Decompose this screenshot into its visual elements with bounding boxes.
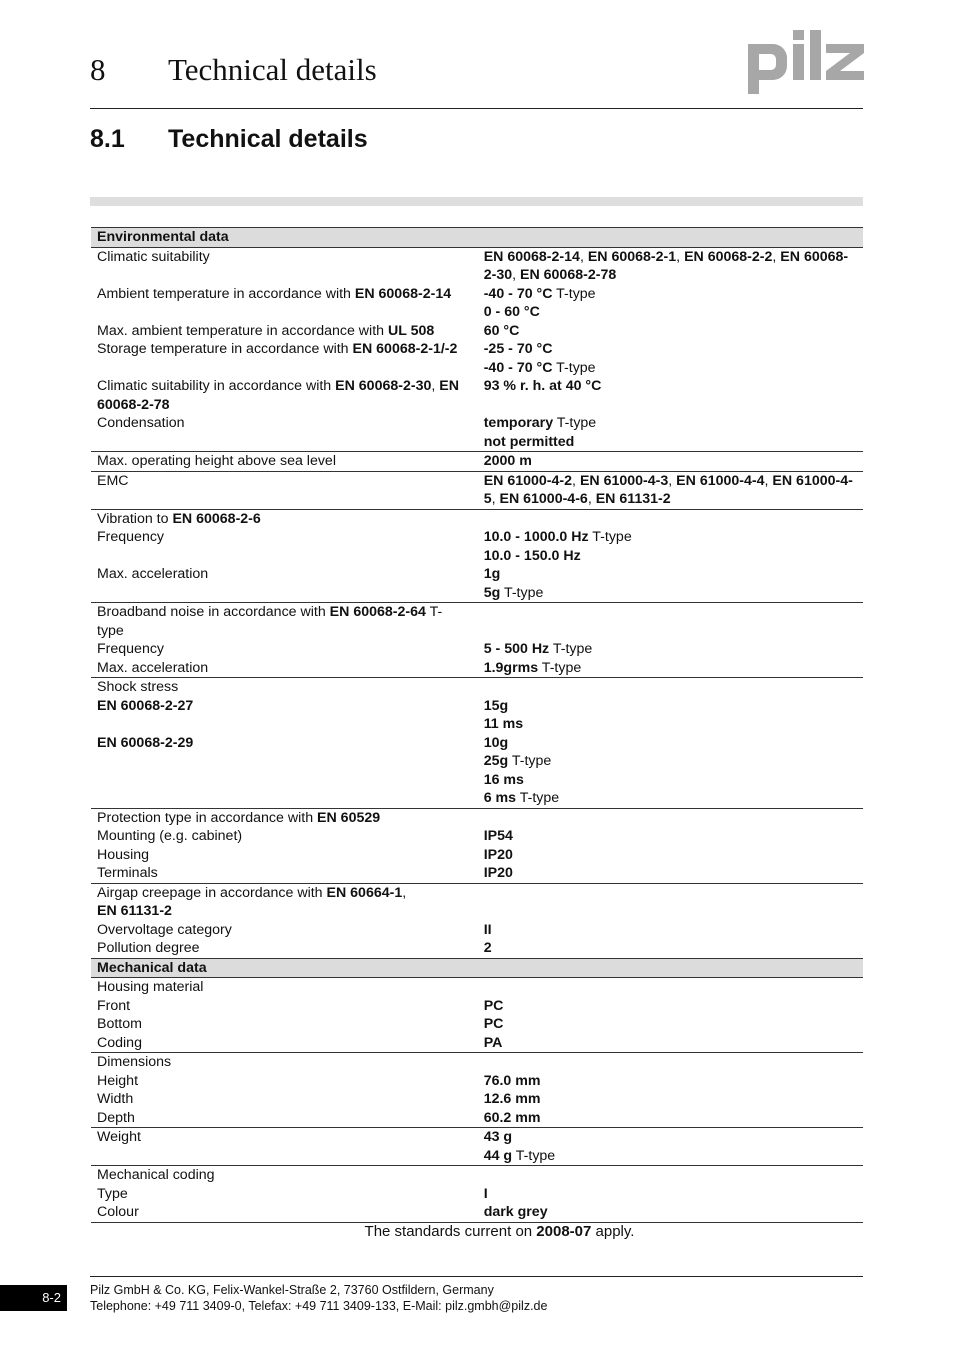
table-group [91, 1053, 863, 1128]
text-run: T-type [552, 359, 596, 376]
row-label [91, 285, 473, 322]
table-row [91, 640, 863, 659]
table-row [91, 1090, 863, 1109]
text-run: temporary [483, 415, 554, 431]
table-row [91, 509, 863, 528]
row-value [473, 697, 863, 734]
text-run: 0 - 60 °C [483, 304, 540, 320]
text-run: I [483, 1185, 488, 1202]
text-run: -40 - 70 °C [483, 285, 553, 302]
text-run: Frequency [97, 529, 165, 545]
text-run: EN 60068-2-29 [97, 734, 194, 751]
text-run: 1.9grms [483, 659, 539, 676]
text-run: PC [483, 1016, 504, 1032]
text-run: 10.0 - 1000.0 Hz [483, 529, 589, 545]
row-label [91, 1015, 473, 1034]
row-label [91, 808, 473, 827]
note-date: 2008-07 [536, 1223, 592, 1240]
text-run: Max. acceleration [97, 566, 209, 582]
text-run: 10.0 - 150.0 Hz [483, 547, 581, 564]
row-label [91, 1166, 473, 1185]
row-label [91, 603, 473, 641]
row-label [91, 678, 473, 697]
row-value [473, 921, 863, 940]
value-line [484, 285, 857, 304]
text-run: EN 61000-4-6 [499, 491, 588, 507]
section-header-label: Mechanical data [91, 958, 863, 978]
table-row [91, 883, 863, 921]
text-run: , [668, 472, 677, 489]
row-value [473, 864, 863, 883]
row-label [91, 827, 473, 846]
text-run: Dimensions [97, 1054, 172, 1070]
value-line [484, 584, 857, 603]
table-row [91, 1034, 863, 1053]
value-line [484, 1185, 857, 1204]
text-run: T-type [97, 604, 443, 639]
table-group [91, 808, 863, 883]
text-run: IP20 [483, 865, 513, 881]
text-run: 16 ms [483, 771, 524, 788]
row-label [91, 509, 473, 528]
text-run: 5 - 500 Hz [483, 641, 550, 657]
text-run: Pollution degree [97, 940, 200, 956]
row-label [91, 997, 473, 1016]
table-row [91, 1109, 863, 1128]
text-run: EN 61131-2 [97, 903, 172, 919]
text-run: 6 ms [483, 790, 517, 806]
row-label [91, 322, 473, 341]
row-value [473, 846, 863, 865]
table-row [91, 340, 863, 377]
text-run: , [676, 248, 685, 265]
table-row [91, 864, 863, 883]
table-group [91, 1166, 863, 1223]
text-run: EMC [97, 472, 129, 489]
row-value [473, 247, 863, 285]
table-row [91, 377, 863, 414]
value-line [484, 359, 857, 378]
text-run: EN 60068-2-14 [354, 285, 452, 302]
text-run: T-type [516, 790, 560, 806]
divider-bar [90, 197, 863, 206]
text-run: 15g [483, 697, 509, 714]
text-run: Mechanical coding [97, 1167, 215, 1183]
table-row [91, 285, 863, 322]
value-line [484, 1072, 857, 1091]
text-run: 2000 m [483, 453, 532, 469]
row-label [91, 921, 473, 940]
text-run: , [587, 491, 596, 507]
row-value [473, 1203, 863, 1222]
text-run: -40 - 70 °C [483, 359, 553, 376]
row-value [473, 528, 863, 565]
section-title: Technical details [168, 125, 368, 153]
row-value [473, 322, 863, 341]
value-line [484, 1128, 857, 1147]
text-run: EN 60068-2-78 [97, 378, 459, 413]
row-value [473, 997, 863, 1016]
table-row [91, 921, 863, 940]
table-row [91, 659, 863, 678]
table-row [91, 734, 863, 809]
text-run: Front [97, 997, 131, 1014]
text-run: Shock stress [97, 679, 179, 695]
text-run: , [402, 884, 407, 901]
row-value [473, 1072, 863, 1091]
value-line [484, 789, 857, 808]
row-label [91, 377, 473, 414]
value-line [484, 1034, 857, 1053]
row-value [473, 565, 863, 603]
text-run: EN 61000-4-2 [483, 472, 573, 489]
text-run: UL 508 [387, 322, 435, 339]
row-label [91, 939, 473, 958]
table-row [91, 247, 863, 285]
text-run: not permitted [483, 433, 575, 450]
table-row [91, 452, 863, 472]
text-run: , [512, 267, 520, 283]
table-row [91, 846, 863, 865]
text-run: EN 60664-1 [326, 884, 403, 901]
value-line [484, 1109, 857, 1128]
page-number: 8-2 [0, 1285, 67, 1311]
row-value [473, 1109, 863, 1128]
text-run: , [772, 248, 781, 265]
footer-rule [90, 1276, 863, 1277]
table-row [91, 939, 863, 958]
table-row [91, 997, 863, 1016]
row-value [473, 414, 863, 452]
pilz-logo [748, 28, 866, 94]
text-run: T-type [538, 659, 582, 676]
table-row [91, 565, 863, 603]
table-row [91, 1072, 863, 1091]
table-group [91, 452, 863, 472]
text-run: T-type [549, 641, 593, 657]
text-run: Broadband noise in accordance with [97, 604, 330, 620]
row-label [91, 1128, 473, 1166]
text-run: T-type [553, 415, 597, 431]
text-run: EN 60529 [317, 809, 381, 826]
row-value [473, 1053, 863, 1072]
text-run: , [431, 378, 440, 394]
table-row [91, 414, 863, 452]
row-label [91, 1109, 473, 1128]
footer-contact: Telephone: +49 711 3409-0, Telefax: +49 711 3409-133, E-Mail: pilz.gmbh@pilz.de [90, 1299, 548, 1313]
text-run: EN 60068-2-30 [335, 378, 432, 394]
value-line [484, 1147, 857, 1166]
table-group [91, 978, 863, 1053]
row-label [91, 1072, 473, 1091]
value-line [484, 528, 857, 547]
row-label [91, 1034, 473, 1053]
text-run: 10g [483, 734, 509, 751]
text-run: Height [97, 1072, 139, 1089]
text-run: Climatic suitability [97, 248, 210, 265]
text-run: IP20 [483, 846, 513, 863]
text-run: , [491, 491, 500, 507]
text-run: 1g [483, 566, 501, 582]
row-label [91, 565, 473, 603]
text-run: T-type [508, 753, 552, 769]
value-line [484, 697, 857, 716]
text-run: T-type [512, 1147, 556, 1164]
standards-note [0, 1223, 954, 1240]
row-label [91, 697, 473, 734]
text-run: PA [483, 1034, 503, 1051]
row-value [473, 377, 863, 414]
table-section-header [91, 228, 863, 248]
value-line [484, 864, 857, 883]
text-run: Overvoltage category [97, 921, 232, 938]
value-line [484, 921, 857, 940]
text-run: Frequency [97, 641, 165, 657]
chapter-title: Technical details [168, 52, 377, 87]
text-run: EN 61000-4-5 [483, 472, 853, 507]
value-line [484, 248, 857, 285]
value-line [484, 752, 857, 771]
table-row [91, 1015, 863, 1034]
row-label [91, 846, 473, 865]
note-prefix: The standards current on [364, 1223, 537, 1240]
text-run: 5g [483, 584, 501, 601]
text-run: Housing [97, 846, 150, 863]
row-value [473, 471, 863, 509]
row-value [473, 1185, 863, 1204]
text-run: 2 [483, 940, 492, 956]
value-line [484, 1090, 857, 1109]
row-value [473, 1166, 863, 1185]
row-label [91, 528, 473, 565]
row-value [473, 1090, 863, 1109]
value-line [484, 322, 857, 341]
text-run: Max. acceleration [97, 659, 209, 676]
value-line [484, 997, 857, 1016]
row-value [473, 340, 863, 377]
text-run: 93 % r. h. at 40 °C [483, 378, 602, 394]
value-line [484, 1203, 857, 1222]
table-group [91, 678, 863, 809]
row-label [91, 734, 473, 809]
value-line [484, 414, 857, 433]
row-value [473, 452, 863, 472]
row-value [473, 883, 863, 921]
row-label [91, 1053, 473, 1072]
text-run: II [483, 921, 492, 938]
text-run: T-type [552, 285, 596, 302]
text-run: EN 60068-2-30 [483, 248, 849, 283]
row-value [473, 603, 863, 641]
row-value [473, 734, 863, 809]
text-run: Housing material [97, 979, 204, 995]
text-run: PC [483, 997, 504, 1014]
text-run: Vibration to [97, 510, 173, 527]
text-run: EN 60068-2-14 [483, 248, 580, 265]
text-run: T-type [588, 529, 632, 545]
text-run: EN 60068-2-1 [587, 248, 677, 265]
text-run: EN 60068-2-64 [329, 604, 426, 620]
table-section-header [91, 958, 863, 978]
row-label [91, 883, 473, 921]
text-run: 43 g [483, 1129, 513, 1145]
value-line [484, 659, 857, 678]
value-line [484, 771, 857, 790]
row-value [473, 285, 863, 322]
text-run: EN 60068-2-6 [172, 510, 261, 527]
table-row [91, 697, 863, 734]
table-group [91, 471, 863, 509]
row-label [91, 1203, 473, 1222]
table-row [91, 1053, 863, 1072]
text-run: 60.2 mm [483, 1109, 541, 1126]
text-run: Climatic suitability in accordance with [97, 378, 336, 394]
text-run: Max. operating height above sea level [97, 453, 336, 469]
row-label [91, 978, 473, 997]
row-label [91, 414, 473, 452]
text-run: 44 g [483, 1147, 513, 1164]
value-line [484, 303, 857, 322]
table-row [91, 528, 863, 565]
row-value [473, 659, 863, 678]
technical-data-table [91, 227, 863, 1223]
section-number: 8.1 [90, 125, 125, 153]
value-line [484, 939, 857, 958]
section-header-label: Environmental data [91, 228, 863, 248]
value-line [484, 452, 857, 471]
text-run: IP54 [483, 828, 513, 844]
row-value [473, 509, 863, 528]
value-line [484, 472, 857, 509]
table-row [91, 1203, 863, 1222]
row-label [91, 247, 473, 285]
text-run: Terminals [97, 865, 158, 881]
text-run: , [764, 472, 773, 489]
row-value [473, 1015, 863, 1034]
value-line [484, 640, 857, 659]
text-run: Storage temperature in accordance with [97, 341, 353, 357]
table-row [91, 603, 863, 641]
text-run: Mounting (e.g. cabinet) [97, 828, 243, 844]
row-label [91, 452, 473, 472]
value-line [484, 827, 857, 846]
table-row [91, 322, 863, 341]
text-run: Depth [97, 1109, 135, 1126]
text-run: EN 61000-4-4 [676, 472, 765, 489]
value-line [484, 846, 857, 865]
value-line [484, 547, 857, 566]
text-run: Ambient temperature in accordance with [97, 285, 355, 302]
table-group [91, 603, 863, 678]
table-row [91, 808, 863, 827]
value-line [484, 715, 857, 734]
table-group [91, 1128, 863, 1166]
row-value [473, 1128, 863, 1166]
text-run: EN 61131-2 [595, 491, 671, 507]
row-label [91, 1185, 473, 1204]
text-run: Bottom [97, 1016, 142, 1032]
row-value [473, 640, 863, 659]
text-run: Airgap creepage in accordance with [97, 884, 327, 901]
row-label [91, 340, 473, 377]
value-line [484, 340, 857, 359]
table-row [91, 471, 863, 509]
text-run: Max. ambient temperature in accordance with [97, 322, 388, 339]
text-run: Protection type in accordance with [97, 809, 318, 826]
table-row [91, 827, 863, 846]
table-row [91, 1185, 863, 1204]
text-run: , [572, 472, 580, 489]
value-line [484, 565, 857, 584]
text-run: T-type [500, 584, 544, 601]
text-run: Weight [97, 1129, 141, 1145]
text-run: 60 °C [483, 322, 520, 339]
text-run: EN 61000-4-3 [579, 472, 669, 489]
row-value [473, 808, 863, 827]
text-run: Coding [97, 1034, 142, 1051]
text-run: dark grey [483, 1204, 548, 1220]
row-label [91, 640, 473, 659]
text-run: 12.6 mm [483, 1091, 541, 1107]
text-run: 11 ms [483, 716, 524, 732]
table-row [91, 1166, 863, 1185]
text-run: 25g [483, 753, 509, 769]
value-line [484, 377, 857, 396]
table-row [91, 1128, 863, 1166]
text-run: -25 - 70 °C [483, 341, 553, 357]
row-label [91, 471, 473, 509]
table-group [91, 883, 863, 958]
note-suffix: apply. [591, 1223, 635, 1240]
text-run: EN 60068-2-78 [520, 267, 617, 283]
text-run: Colour [97, 1204, 139, 1220]
table-row [91, 678, 863, 697]
row-value [473, 678, 863, 697]
row-value [473, 1034, 863, 1053]
value-line [484, 433, 857, 452]
row-value [473, 978, 863, 997]
text-run: EN 60068-2-1/-2 [352, 341, 458, 357]
table-group [91, 247, 863, 452]
text-run: , [579, 248, 588, 265]
footer-address: Pilz GmbH & Co. KG, Felix-Wankel-Straße 2, 73760 Ostfildern, Germany [90, 1283, 494, 1297]
text-run: EN 60068-2-2 [684, 248, 773, 265]
row-value [473, 827, 863, 846]
header-rule [90, 108, 863, 109]
row-label [91, 1090, 473, 1109]
text-run: Type [97, 1185, 128, 1202]
table-row [91, 978, 863, 997]
row-label [91, 864, 473, 883]
chapter-number: 8 [90, 52, 106, 87]
row-value [473, 939, 863, 958]
text-run: Width [97, 1091, 134, 1107]
text-run: 76.0 mm [483, 1072, 541, 1089]
value-line [484, 1015, 857, 1034]
text-run: Condensation [97, 415, 185, 431]
table-group [91, 509, 863, 603]
value-line [484, 734, 857, 753]
row-label [91, 659, 473, 678]
text-run: EN 60068-2-27 [97, 697, 194, 714]
